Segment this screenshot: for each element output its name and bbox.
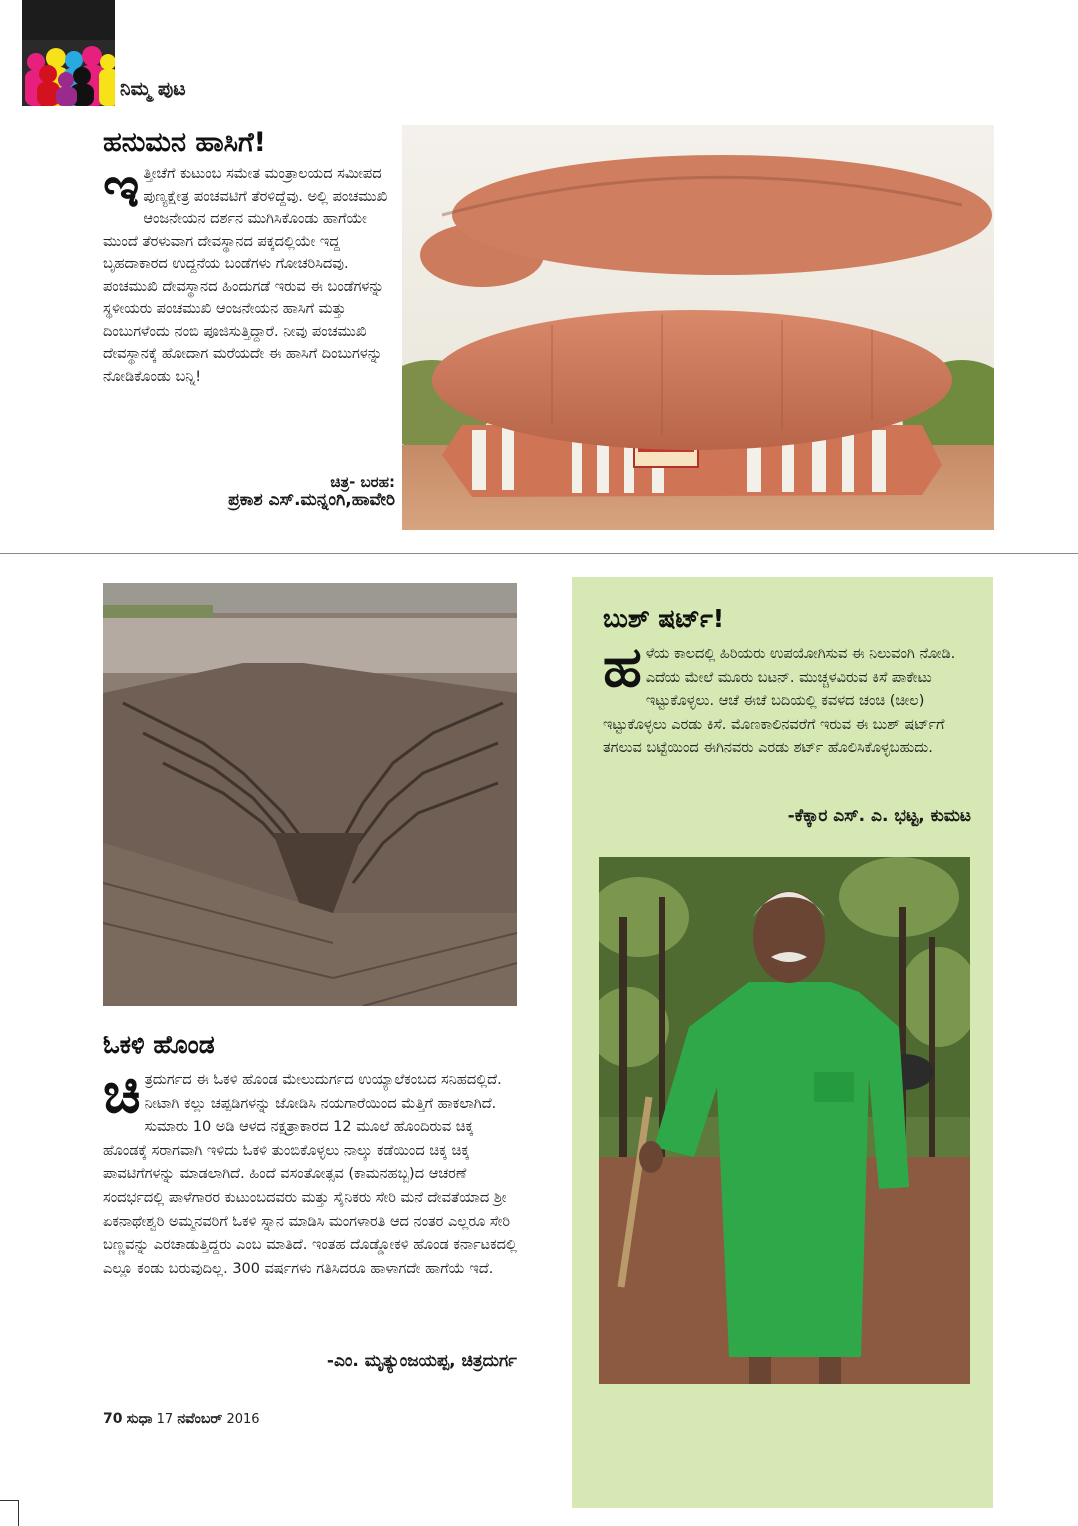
issue-month: ನವೆಂಬರ್ (177, 1411, 223, 1427)
okali-honda-photo (103, 583, 517, 1006)
drop-cap: ಹ (603, 635, 642, 700)
page-number: 70 (103, 1411, 123, 1427)
rock-bed-photo (402, 125, 994, 530)
article-title: ಹನುಮನ ಹಾಸಿಗೆ! (103, 127, 266, 158)
section-label: ನಿಮ್ಮ ಪುಟ (120, 78, 186, 100)
article-body (103, 155, 395, 388)
magazine-name: ಸುಧಾ (126, 1411, 153, 1427)
article-text: ಳೆಯ ಕಾಲದಲ್ಲಿ ಹಿರಿಯರು ಉಪಯೋಗಿಸುವ ಈ ನಿಲುವಂಗಿ ನೋಡಿ. ಎದೆಯ ಮೇಲೆ ಮೂರು ಬಟನ್. ಮುಚ್ಚಳವಿರುವ ಕಿಸೆ ಪಾಕೇಟು ಇಟ್ಟುಕೊಳ್ಳಲು. ಆಚೆ ಈಚೆ ಬದಿಯಲ್ಲಿ ಕವಳದ ಚಂಚಿ (ಚೀಲ) ಇಟ್ಟುಕೊಳ್ಳಲು ಎರಡು ಕಿಸೆ. ಮೊಣಕಾಲಿನವರೆಗೆ ಇರುವ ಈ ಬುಶ್ ಷರ್ಟ್‌ಗೆ ತಗಲುವ ಬಟ್ಟೆಯಿಂದ ಈಗಿನವರು ಎರಡು ಶರ್ಟ್ ಹೊಲಿಸಿಕೊಳ್ಳಬಹುದು. (603, 646, 956, 756)
page-folio (103, 1411, 260, 1427)
bush-shirt-man-photo (599, 857, 970, 1384)
article-text: ತ್ರದುರ್ಗದ ಈ ಓಕಳಿ ಹೊಂಡ ಮೇಲುದುರ್ಗದ ಉಯ್ಯಾಲೆಕಂಬದ ಸನಿಹದಲ್ಲಿದೆ. ನೀಟಾಗಿ ಕಲ್ಲು ಚಪ್ಪಡಿಗಳನ್ನು ಜೋಡಿಸಿ ನಯಗಾರೆಯಿಂದ ಮೆತ್ತಿಗೆ ಹಾಕಲಾಗಿದೆ. ಸುಮಾರು 10 ಅಡಿ ಆಳದ ನಕ್ಷತ್ರಾಕಾರದ 12 ಮೂಲೆ ಹೊಂದಿರುವ ಚಿಕ್ಕ ಹೊಂಡಕ್ಕೆ ಸರಾಗವಾಗಿ ಇಳಿದು ಓಕಳಿ ತುಂಬಿಕೊಳ್ಳಲು ನಾಲ್ಕು ಕಡೆಯಿಂದ ಚಿಕ್ಕ ಚಿಕ್ಕ ಪಾವಟಿಗೆಗಳನ್ನು ಮಾಡಲಾಗಿದೆ. ಹಿಂದೆ ವಸಂತೋತ್ಸವ (ಕಾಮನಹಬ್ಬ)ದ ಆಚರಣೆ ಸಂದರ್ಭದಲ್ಲಿ ಪಾಳೆಗಾರರ ಕುಟುಂಬದವರು ಮತ್ತು ಸೈನಿಕರು ಸೇರಿ ಮನೆ ದೇವತೆಯಾದ ಶ್ರೀ ಏಕನಾಥೇಶ್ವರಿ ಅಮ್ಮನವರಿಗೆ ಓಕಳಿ ಸ್ನಾನ ಮಾಡಿಸಿ ಮಂಗಳಾರತಿ ಆದ ನಂತರ ಎಲ್ಲರೂ ಸೇರಿ ಬಣ್ಣವನ್ನು ಎರಚಾಡುತ್ತಿದ್ದರು ಎಂಬ ಮಾತಿದೆ. ಇಂತಹ ದೊಡ್ಡೋಕಳಿ ಹೊಂಡ ಕರ್ನಾಟಕದಲ್ಲಿ ಎಲ್ಲೂ ಕಂಡು ಬರುವುದಿಲ್ಲ. 300 ವರ್ಷಗಳು ಗತಿಸಿದರೂ ಹಾಳಾಗದೇ ಹಾಗೆಯೆ ಇದೆ. (103, 1072, 517, 1277)
people-silhouettes-icon (22, 0, 115, 106)
section-divider (0, 553, 1078, 554)
credit-name: ಪ್ರಕಾಶ ಎಸ್.ಮನ್ನಂಗಿ,ಹಾವೇರಿ (228, 490, 395, 510)
article-body (603, 635, 971, 761)
drop-cap: ಇ (103, 155, 140, 220)
article-title: ಬುಶ್ ಷರ್ಟ್! (603, 604, 725, 633)
section-logo (22, 0, 115, 106)
article-credit: -ಎಂ. ಮೃತ್ಯುಂಜಯಪ್ಪ, ಚಿತ್ರದುರ್ಗ (326, 1351, 517, 1371)
credit-label: ಚಿತ್ರ- ಬರಹ: (330, 473, 395, 491)
article-title: ಓಕಳಿ ಹೊಂಡ (103, 1030, 215, 1059)
issue-year: 2016 (226, 1412, 260, 1427)
article-body (103, 1061, 517, 1281)
article-credit: -ಕೆಕ್ಕಾರ ಎಸ್. ಎ. ಭಟ್ಟ, ಕುಮಟ (787, 806, 971, 826)
issue-day: 17 (156, 1412, 174, 1427)
article-text: ತ್ತೀಚೆಗೆ ಕುಟುಂಬ ಸಮೇತ ಮಂತ್ರಾಲಯದ ಸಮೀಪದ ಪುಣ್ಯಕ್ಷೇತ್ರ ಪಂಚವಟಿಗೆ ತೆರಳಿದ್ದೆವು. ಅಲ್ಲಿ ಪಂಚಮುಖಿ ಆಂಜನೇಯನ ದರ್ಶನ ಮುಗಿಸಿಕೊಂಡು ಹಾಗೆಯೇ ಮುಂದೆ ತೆರಳುವಾಗ ದೇವಸ್ಥಾನದ ಪಕ್ಕದಲ್ಲಿಯೇ ಇದ್ದ ಬೃಹದಾಕಾರದ ಉದ್ದನೆಯ ಬಂಡೆಗಳು ಗೋಚರಿಸಿದವು. ಪಂಚಮುಖಿ ದೇವಸ್ಥಾನದ ಹಿಂದುಗಡೆ ಇರುವ ಈ ಬಂಡೆಗಳನ್ನು ಸ್ಥಳೀಯರು ಪಂಚಮುಖಿ ಆಂಜನೇಯನ ಹಾಸಿಗೆ ಮತ್ತು ದಿಂಬುಗಳೆಂದು ನಂಬಿ ಪೂಜಿಸುತ್ತಿದ್ದಾರೆ. ನೀವು ಪಂಚಮುಖಿ ದೇವಸ್ಥಾನಕ್ಕೆ ಹೋದಾಗ ಮರೆಯದೇ ಈ ಹಾಸಿಗೆ ದಿಂಬುಗಳನ್ನು ನೋಡಿಕೊಂಡು ಬನ್ನಿ! (103, 166, 388, 385)
crop-mark (0, 1500, 19, 1526)
drop-cap: ಚಿ (103, 1061, 141, 1126)
